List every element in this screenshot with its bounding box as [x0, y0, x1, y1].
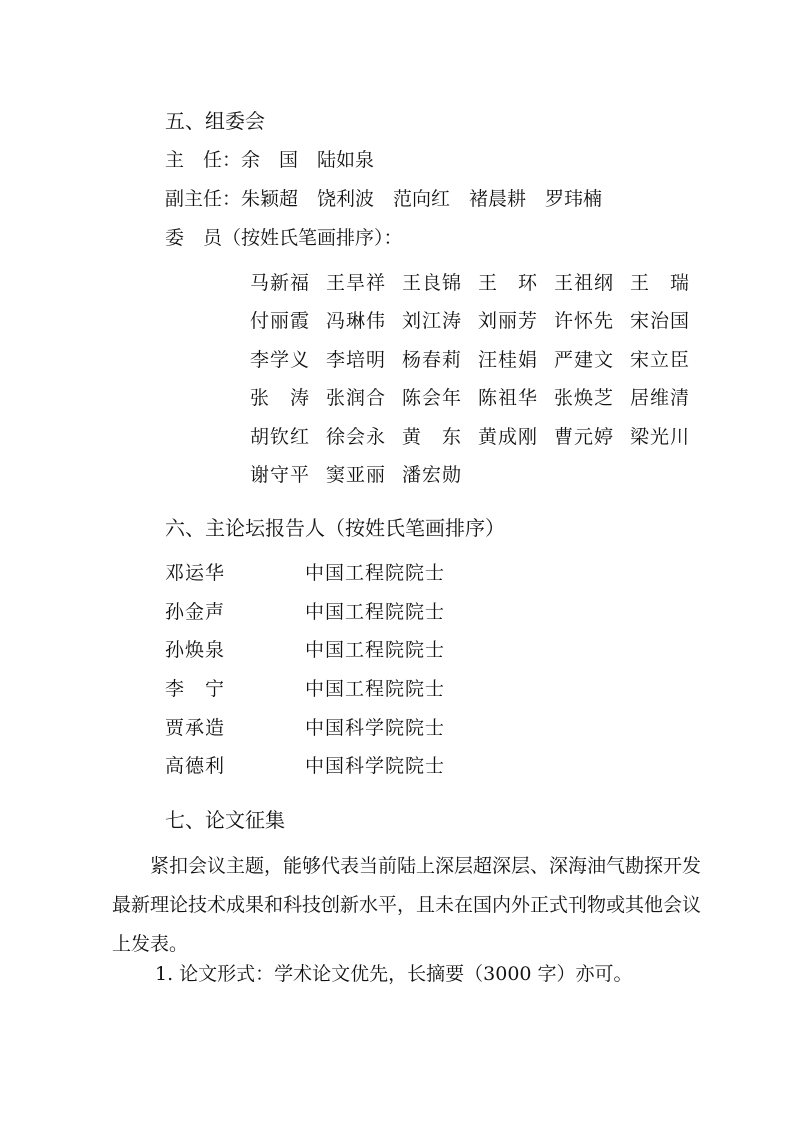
member-name: 宋治国	[630, 310, 691, 333]
member-name: 马新福	[250, 271, 311, 294]
member-row	[250, 455, 710, 494]
vice-chair-label: 副主任：	[165, 188, 242, 210]
member-name: 谢守平	[250, 464, 311, 487]
member-name: 王 环	[478, 271, 539, 294]
speaker-row	[165, 591, 615, 630]
speaker-name: 孙金声	[165, 600, 226, 623]
speaker-title: 中国工程院院士	[305, 561, 446, 584]
section-6-heading: 六、主论坛报告人（按姓氏笔画排序）	[165, 516, 505, 540]
member-name: 陈会年	[402, 387, 463, 410]
member-name: 胡钦红	[250, 425, 311, 448]
member-name: 梁光川	[630, 425, 691, 448]
speaker-name: 孙焕泉	[165, 639, 226, 662]
speaker-title: 中国科学院院士	[305, 755, 446, 778]
speaker-name: 李 宁	[165, 677, 226, 700]
chair-label: 主 任：	[165, 149, 242, 171]
member-name: 王祖纲	[554, 271, 615, 294]
member-name: 刘丽芳	[478, 310, 539, 333]
speaker-name: 邓运华	[165, 561, 226, 584]
member-name: 曹元婷	[554, 425, 615, 448]
speaker-row	[165, 629, 615, 668]
member-name: 张 涛	[250, 387, 311, 410]
member-name: 黄成刚	[478, 425, 539, 448]
chair-names: 余 国 陆如泉	[241, 149, 375, 171]
section-7-heading: 七、论文征集	[165, 808, 285, 832]
speaker-row	[165, 707, 615, 746]
member-name: 李培明	[326, 348, 387, 371]
vice-chair-names: 朱颖超 饶利波 范向红 褚晨耕 罗玮楠	[241, 188, 603, 210]
member-name: 付丽霞	[250, 310, 311, 333]
member-name: 李学义	[250, 348, 311, 371]
member-row	[250, 262, 710, 301]
speaker-name: 高德利	[165, 755, 226, 778]
member-name: 汪桂娟	[478, 348, 539, 371]
vice-chair-line	[165, 185, 602, 213]
section-5-heading: 五、组委会	[165, 109, 265, 133]
member-name: 黄 东	[402, 425, 463, 448]
member-name: 窦亚丽	[326, 464, 387, 487]
member-row	[250, 378, 710, 417]
member-name: 宋立臣	[630, 348, 691, 371]
member-label: 委 员（按姓氏笔画排序）：	[165, 227, 403, 249]
member-row	[250, 416, 710, 455]
member-name: 徐会永	[326, 425, 387, 448]
member-name: 王旱祥	[326, 271, 387, 294]
member-name: 张润合	[326, 387, 387, 410]
chair-line	[165, 146, 374, 174]
member-name: 许怀先	[554, 310, 615, 333]
speaker-title: 中国工程院院士	[305, 639, 446, 662]
member-name: 张焕芝	[554, 387, 615, 410]
speaker-row	[165, 552, 615, 591]
member-row	[250, 301, 710, 340]
speaker-name: 贾承造	[165, 716, 226, 739]
speaker-title: 中国工程院院士	[305, 600, 446, 623]
speaker-row	[165, 668, 615, 707]
paper-format-item: 1. 论文形式：学术论文优先，长摘要（3000 字）亦可。	[155, 963, 633, 985]
speaker-title: 中国工程院院士	[305, 677, 446, 700]
member-name: 王良锦	[402, 271, 463, 294]
member-name: 潘宏勋	[402, 464, 463, 487]
paper-call-paragraph: 紧扣会议主题，能够代表当前陆上深层超深层、深海油气勘探开发最新理论技术成果和科技创新水平，且未在国内外正式刊物或其他会议上发表。	[112, 855, 702, 955]
member-name: 冯琳伟	[326, 310, 387, 333]
member-row	[250, 339, 710, 378]
member-name: 严建文	[554, 348, 615, 371]
member-name: 居维清	[630, 387, 691, 410]
member-name: 王 瑞	[630, 271, 691, 294]
member-name: 刘江涛	[402, 310, 463, 333]
speaker-title: 中国科学院院士	[305, 716, 446, 739]
member-name: 陈祖华	[478, 387, 539, 410]
member-name: 杨春莉	[402, 348, 463, 371]
speaker-list	[165, 552, 615, 784]
committee-member-list	[250, 262, 710, 493]
speaker-row	[165, 745, 615, 784]
